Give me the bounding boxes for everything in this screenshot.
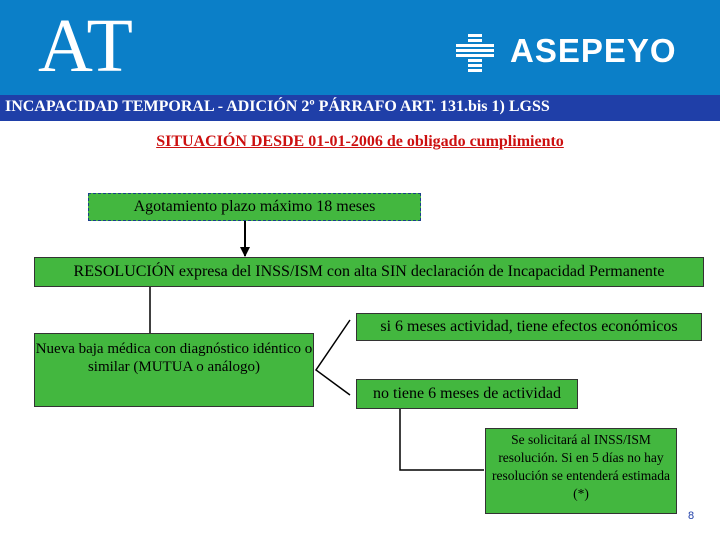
flow-step-resolucion: RESOLUCIÓN expresa del INSS/ISM con alta SIN declaración de Incapacidad Permanente bbox=[34, 257, 704, 287]
subtitle: SITUACIÓN DESDE 01-01-2006 de obligado cumplimiento bbox=[156, 133, 564, 150]
flow-branch-no: no tiene 6 meses de actividad bbox=[356, 379, 578, 409]
branch-connector bbox=[316, 320, 350, 395]
page-number: 8 bbox=[688, 510, 695, 522]
line-to-note bbox=[400, 409, 484, 470]
flow-step-agotamiento: Agotamiento plazo máximo 18 meses bbox=[88, 193, 421, 221]
flow-step-nueva-baja: Nueva baja médica con diagnóstico idéntico o similar (MUTUA o análogo) bbox=[34, 333, 314, 407]
flow-note: Se solicitará al INSS/ISM resolución. Si en 5 días no hay resolución se entenderá estimada (*) bbox=[485, 428, 677, 514]
page-title: INCAPACIDAD TEMPORAL - ADICIÓN 2º PÁRRAFO ART. 131.bis 1) LGSS bbox=[5, 98, 550, 115]
flow-branch-yes: si 6 meses actividad, tiene efectos económicos bbox=[356, 313, 702, 341]
at-badge: AT bbox=[38, 4, 135, 88]
logo-text: ASEPEYO bbox=[510, 32, 677, 69]
